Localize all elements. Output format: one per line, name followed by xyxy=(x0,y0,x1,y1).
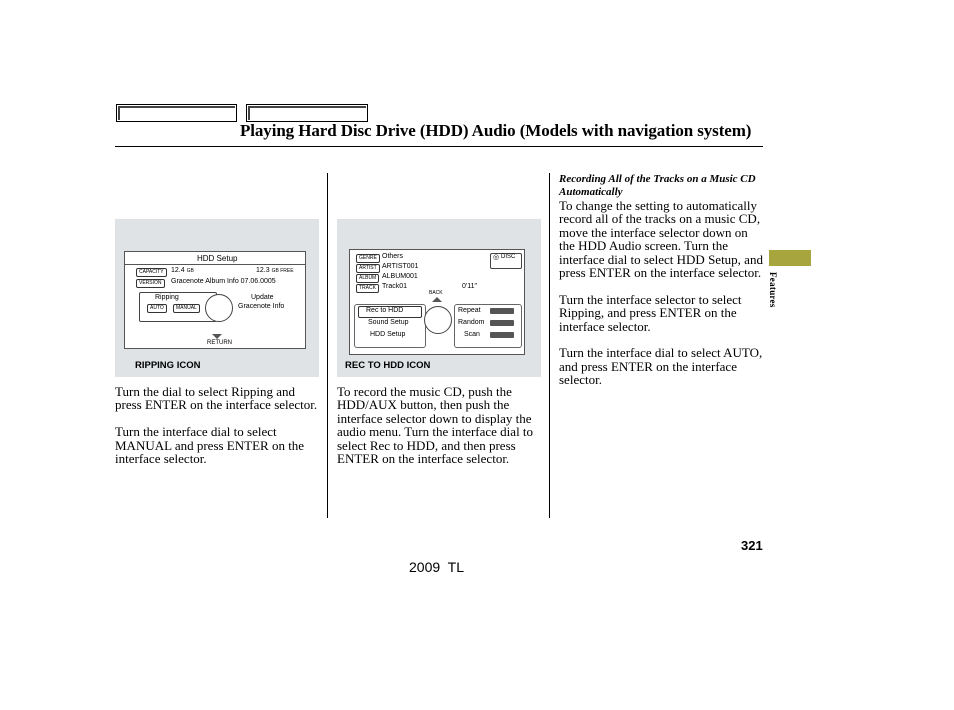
back-arrow-icon xyxy=(432,297,442,302)
sound-setup-label[interactable]: Sound Setup xyxy=(368,319,409,326)
scan-toggle-icon[interactable] xyxy=(490,332,514,338)
hdd-setup-label[interactable]: HDD Setup xyxy=(370,331,406,338)
audio-menu-figure xyxy=(337,219,541,377)
artist-value: ARTIST001 xyxy=(382,263,419,270)
ripping-label: Ripping xyxy=(155,294,179,301)
capacity-tag: CAPACITY xyxy=(136,268,167,277)
return-label: RETURN xyxy=(207,340,232,346)
random-label[interactable]: Random xyxy=(458,319,485,326)
col3-paragraph: Turn the interface selector to select Ripping, and press ENTER on the interface selector. xyxy=(559,291,742,334)
section-tab-label: Features xyxy=(768,272,778,308)
hdd-setup-figure xyxy=(115,219,319,377)
col2-text xyxy=(337,385,542,479)
gracenote-info-label[interactable]: Gracenote Info xyxy=(238,303,285,310)
audio-menu-screen xyxy=(349,249,525,355)
col1-paragraph: Turn the interface dial to select MANUAL and press ENTER on the interface selector. xyxy=(115,424,305,467)
col2-paragraph: To record the music CD, push the HDD/AUX button, then push the interface selector down to display the audio menu. Turn the interface dial to select Rec to HDD, and then press ENTER on the interface selector. xyxy=(337,384,534,467)
album-value: ALBUM001 xyxy=(382,273,418,280)
capacity-value: 12.4 GB xyxy=(171,267,194,274)
manual-tag[interactable]: MANUAL xyxy=(173,304,200,313)
footer-model: 2009 TL xyxy=(409,559,465,575)
column-divider-1 xyxy=(327,173,328,518)
track-value: Track01 xyxy=(382,283,408,290)
section-tab xyxy=(769,250,811,266)
hdd-setup-screen xyxy=(124,251,306,349)
header-rule xyxy=(125,264,305,265)
col1-text xyxy=(115,385,320,479)
back-label: BACK xyxy=(429,290,443,296)
col3-text xyxy=(559,199,765,400)
disc-icon: ◎ xyxy=(493,254,500,261)
rec-to-hdd-label: Rec to HDD xyxy=(366,307,404,314)
genre-tag: GENRE xyxy=(356,254,380,263)
selector-dial-icon xyxy=(205,294,233,322)
free-value: 12.3 GB FREE xyxy=(256,267,294,274)
auto-tag[interactable]: AUTO xyxy=(147,304,167,313)
scan-label[interactable]: Scan xyxy=(464,331,480,338)
track-tag: TRACK xyxy=(356,284,379,293)
repeat-label[interactable]: Repeat xyxy=(458,307,481,314)
disc-label: DISC xyxy=(501,254,516,260)
screen-header: HDD Setup xyxy=(197,254,238,263)
title-rule xyxy=(115,146,763,147)
version-value: Gracenote Album Info 07.06.0005 xyxy=(171,278,276,285)
column-divider-2 xyxy=(549,173,550,518)
col3-paragraph: To change the setting to automatically record all of the tracks on a music CD, move the interface selector down on the HDD Audio screen. Turn the interface dial to select HDD Setup, and press ENTER on the interface selector. xyxy=(559,198,763,281)
selector-dial-icon xyxy=(424,306,452,334)
update-label[interactable]: Update xyxy=(251,294,274,301)
nav-box-left xyxy=(116,104,237,122)
rec-to-hdd-icon-caption: REC TO HDD ICON xyxy=(345,360,431,371)
elapsed-time: 0'11" xyxy=(462,283,477,290)
repeat-toggle-icon[interactable] xyxy=(490,308,514,314)
random-toggle-icon[interactable] xyxy=(490,320,514,326)
return-arrow-icon xyxy=(212,334,222,339)
col1-paragraph: Turn the dial to select Ripping and press ENTER on the interface selector. xyxy=(115,384,318,413)
page-title: Playing Hard Disc Drive (HDD) Audio (Models with navigation system) xyxy=(240,121,752,140)
artist-tag: ARTIST xyxy=(356,264,380,273)
page-number: 321 xyxy=(741,538,763,553)
genre-value: Others xyxy=(382,253,404,260)
album-tag: ALBUM xyxy=(356,274,379,283)
col3-paragraph: Turn the interface dial to select AUTO, and press ENTER on the interface selector. xyxy=(559,345,763,388)
nav-box-right xyxy=(246,104,368,122)
version-tag: VERSION xyxy=(136,279,165,288)
section-heading: Recording All of the Tracks on a Music CD Automatically xyxy=(559,173,756,198)
ripping-icon-caption: RIPPING ICON xyxy=(135,360,201,371)
